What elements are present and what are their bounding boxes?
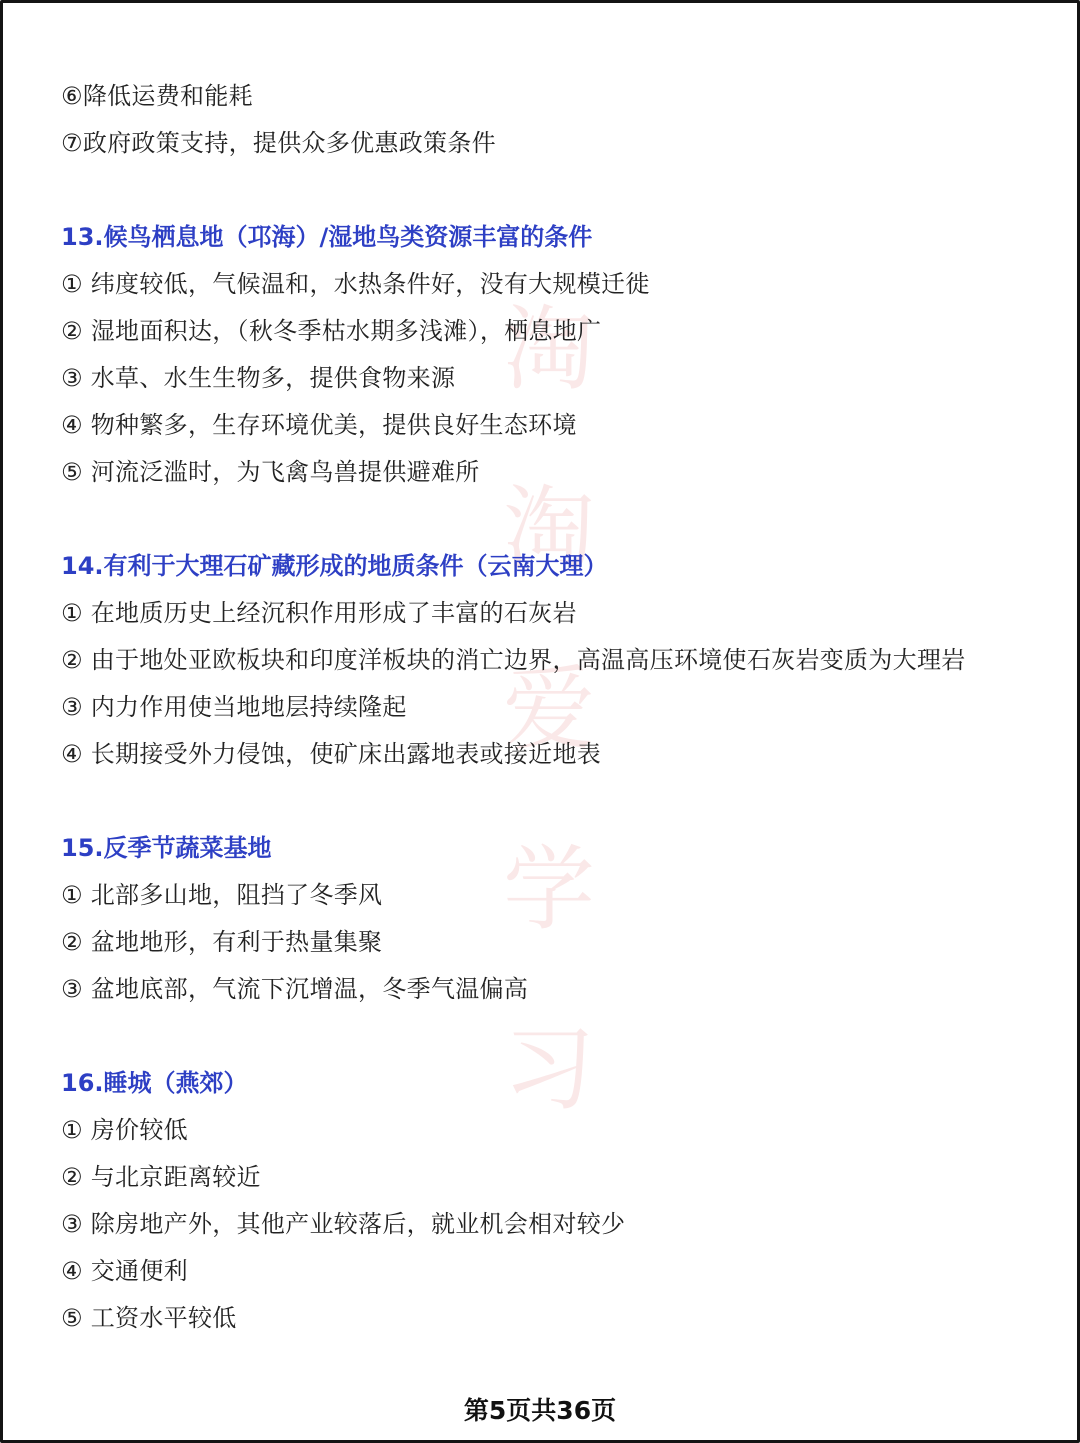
section-heading: 13.候鸟栖息地（邛海）/湿地鸟类资源丰富的条件 <box>61 223 593 251</box>
list-item: ⑤ 工资水平较低 <box>61 1304 237 1332</box>
list-item: ② 与北京距离较近 <box>61 1163 261 1191</box>
section-14 <box>61 543 1019 778</box>
list-item: ④ 长期接受外力侵蚀，使矿床出露地表或接近地表 <box>61 740 602 768</box>
list-item: ② 由于地处亚欧板块和印度洋板块的消亡边界，高温高压环境使石灰岩变质为大理岩 <box>61 646 966 674</box>
watermark-char: 爱 <box>502 656 595 763</box>
list-item: ① 在地质历史上经沉积作用形成了丰富的石灰岩 <box>61 599 577 627</box>
list-item: ② 盆地地形，有利于热量集聚 <box>61 928 383 956</box>
section-15 <box>61 825 1019 1013</box>
list-item: ② 湿地面积达，（秋冬季枯水期多浅滩），栖息地广 <box>61 317 602 345</box>
list-item: ① 北部多山地，阻挡了冬季风 <box>61 881 383 909</box>
list-item: ① 纬度较低，气候温和，水热条件好，没有大规模迁徙 <box>61 270 650 298</box>
watermark-char: 习 <box>502 1016 595 1123</box>
list-item: ① 房价较低 <box>61 1116 188 1144</box>
watermark-char: 淘 <box>502 476 595 583</box>
section-heading: 16.睡城（燕郊） <box>61 1069 248 1097</box>
section-heading: 14.有利于大理石矿藏形成的地质条件（云南大理） <box>61 552 608 580</box>
section-13 <box>61 214 1019 496</box>
list-item: ⑦政府政策支持，提供众多优惠政策条件 <box>61 129 496 157</box>
list-item: ⑤ 河流泛滥时，为飞禽鸟兽提供避难所 <box>61 458 480 486</box>
watermark-char: 学 <box>502 836 595 943</box>
list-item: ④ 物种繁多，生存环境优美，提供良好生态环境 <box>61 411 577 439</box>
intro-list <box>61 73 1019 167</box>
list-item: ③ 内力作用使当地地层持续隆起 <box>61 693 407 721</box>
page-content <box>61 73 1019 1342</box>
page-number: 第5页共36页 <box>463 1396 617 1425</box>
list-item: ④ 交通便利 <box>61 1257 188 1285</box>
section-heading: 15.反季节蔬菜基地 <box>61 834 272 862</box>
section-16 <box>61 1060 1019 1342</box>
list-item: ⑥降低运费和能耗 <box>61 82 253 110</box>
list-item: ③ 水草、水生生物多，提供食物来源 <box>61 364 456 392</box>
watermark-char: 淘 <box>502 296 595 403</box>
list-item: ③ 除房地产外，其他产业较落后，就业机会相对较少 <box>61 1210 626 1238</box>
list-item: ③ 盆地底部，气流下沉增温，冬季气温偏高 <box>61 975 529 1003</box>
